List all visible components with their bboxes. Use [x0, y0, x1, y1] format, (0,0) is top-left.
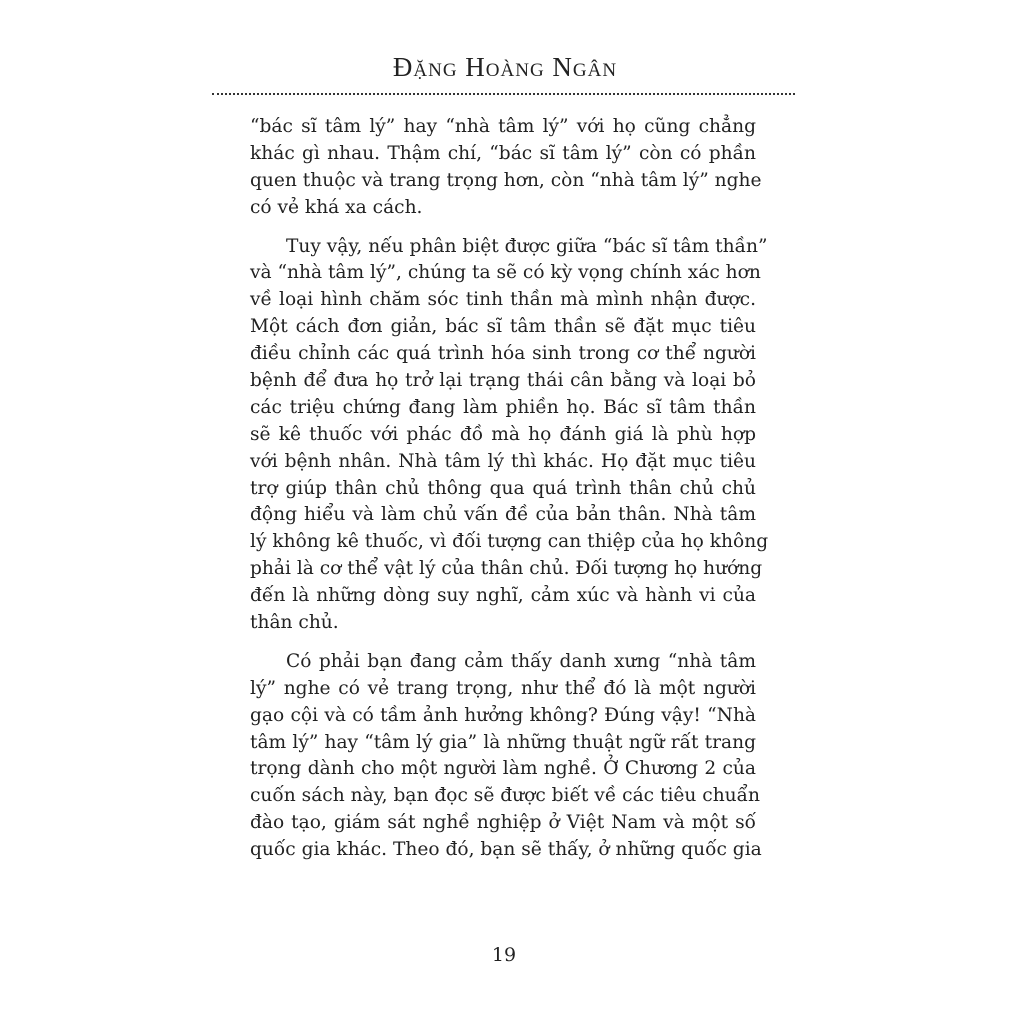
paragraph: [250, 234, 769, 637]
text-line: trọng dành cho một người làm nghề. Ở Chương 2 của: [250, 758, 756, 780]
paragraph: [250, 649, 762, 864]
text-line: lý” nghe có vẻ trang trọng, như thể đó là một người: [250, 677, 756, 699]
text-line: bệnh để đưa họ trở lại trạng thái cân bằng và loại bỏ: [250, 370, 756, 392]
text-line: trợ giúp thân chủ thông qua quá trình thân chủ chủ: [250, 477, 756, 499]
text-line: phải là cơ thể vật lý của thân chủ. Đối tượng họ hướng: [250, 558, 763, 580]
text-line: lý không kê thuốc, vì đối tượng can thiệp của họ không: [250, 531, 769, 553]
header-divider: [212, 93, 795, 95]
text-line: gạo cội và có tầm ảnh hưởng không? Đúng vậy! “Nhà: [250, 704, 756, 726]
text-line: với bệnh nhân. Nhà tâm lý thì khác. Họ đặt mục tiêu: [250, 450, 756, 472]
text-line: quốc gia khác. Theo đó, bạn sẽ thấy, ở những quốc gia: [250, 839, 762, 861]
text-line: Tuy vậy, nếu phân biệt được giữa “bác sĩ tâm thần”: [286, 235, 768, 257]
running-header-author: Đặng Hoàng Ngân: [392, 52, 618, 82]
paragraph-gap: [250, 222, 756, 234]
page-body: [250, 114, 769, 864]
text-line: Có phải bạn đang cảm thấy danh xưng “nhà tâm: [286, 650, 756, 672]
page-number: 19: [491, 944, 517, 966]
text-line: đến là những dòng suy nghĩ, cảm xúc và hành vi của: [250, 585, 756, 607]
text-line: có vẻ khá xa cách.: [250, 196, 423, 218]
text-line: thân chủ.: [250, 612, 339, 634]
text-line: Một cách đơn giản, bác sĩ tâm thần sẽ đặt mục tiêu: [250, 316, 756, 338]
text-line: các triệu chứng đang làm phiền họ. Bác sĩ tâm thần: [250, 396, 756, 418]
text-line: điều chỉnh các quá trình hóa sinh trong cơ thể người: [250, 343, 756, 365]
text-line: đào tạo, giám sát nghề nghiệp ở Việt Nam và một số: [250, 812, 756, 834]
text-line: về loại hình chăm sóc tinh thần mà mình nhận được.: [250, 289, 756, 311]
text-line: và “nhà tâm lý”, chúng ta sẽ có kỳ vọng chính xác hơn: [250, 262, 761, 284]
paragraph: [250, 114, 762, 222]
paragraph-gap: [250, 637, 756, 649]
text-line: tâm lý” hay “tâm lý gia” là những thuật ngữ rất trang: [250, 731, 756, 753]
text-line: khác gì nhau. Thậm chí, “bác sĩ tâm lý” còn có phần: [250, 142, 756, 164]
text-line: “bác sĩ tâm lý” hay “nhà tâm lý” với họ cũng chẳng: [250, 116, 756, 137]
text-line: quen thuộc và trang trọng hơn, còn “nhà tâm lý” nghe: [250, 169, 762, 191]
text-line: sẽ kê thuốc với phác đồ mà họ đánh giá là phù hợp: [250, 423, 756, 445]
text-line: động hiểu và làm chủ vấn đề của bản thân. Nhà tâm: [250, 504, 756, 526]
text-line: cuốn sách này, bạn đọc sẽ được biết về các tiêu chuẩn: [250, 785, 761, 807]
